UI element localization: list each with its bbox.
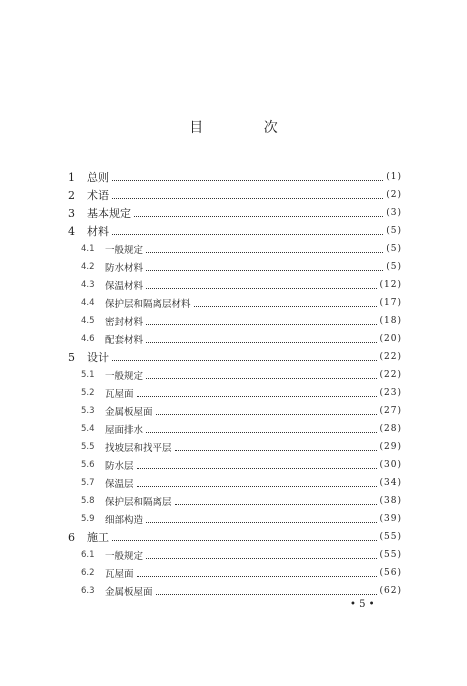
toc-entry-page: (56)	[379, 568, 402, 578]
toc-entry-page: (12)	[379, 280, 402, 290]
toc-entry-label: 一般规定	[105, 551, 144, 562]
dot-leader	[137, 576, 377, 577]
toc-entry-page: (55)	[379, 532, 402, 542]
toc-entry-number: 5.9	[81, 514, 95, 524]
dot-leader	[146, 522, 377, 523]
toc-entry-page: (34)	[379, 478, 402, 488]
toc-entry-page: (2)	[386, 190, 402, 200]
toc-entry-label: 找坡层和找平层	[105, 443, 172, 454]
dot-leader	[146, 288, 377, 289]
toc-section-entry[interactable]	[68, 294, 402, 312]
toc-entry-number: 6	[68, 530, 75, 544]
toc-entry-label: 保温层	[105, 479, 134, 490]
toc-section-entry[interactable]	[68, 384, 402, 402]
toc-entry-label: 保温材料	[105, 281, 144, 292]
toc-entry-number: 4.3	[81, 280, 95, 290]
toc-section-entry[interactable]	[68, 438, 402, 456]
toc-entry-page: (20)	[379, 334, 402, 344]
toc-entry-page: (30)	[379, 460, 402, 470]
dot-leader	[137, 486, 377, 487]
toc-section-entry[interactable]	[68, 582, 402, 600]
dot-leader	[146, 270, 383, 271]
toc-entry-label: 总则	[87, 171, 109, 184]
toc-entry-label: 一般规定	[105, 245, 144, 256]
dot-leader	[112, 234, 383, 235]
toc-entry-number: 4.5	[81, 316, 95, 326]
toc-entry-number: 1	[68, 170, 75, 184]
dot-leader	[137, 396, 377, 397]
toc-entry-label: 基本规定	[87, 207, 131, 220]
toc-section-entry[interactable]	[68, 312, 402, 330]
dot-leader	[146, 324, 377, 325]
toc-entry-number: 6.2	[81, 568, 95, 578]
toc-section-entry[interactable]	[68, 240, 402, 258]
toc-entry-page: (5)	[386, 262, 402, 272]
toc-entry-page: (62)	[379, 586, 402, 596]
toc-section-entry[interactable]	[68, 564, 402, 582]
dot-leader	[146, 558, 377, 559]
toc-entry-label: 密封材料	[105, 317, 144, 328]
toc-entry-label: 屋面排水	[105, 425, 144, 436]
toc-chapter-entry[interactable]	[68, 348, 402, 366]
toc-entry-label: 设计	[87, 351, 109, 364]
toc-entry-number: 5.7	[81, 478, 95, 488]
toc-entry-number: 5.3	[81, 406, 95, 416]
toc-section-entry[interactable]	[68, 276, 402, 294]
toc-title: 目 次	[189, 120, 306, 136]
toc-section-entry[interactable]	[68, 402, 402, 420]
toc-entry-label: 金属板屋面	[105, 587, 153, 598]
toc-entry-number: 3	[68, 206, 75, 220]
toc-section-entry[interactable]	[68, 420, 402, 438]
toc-chapter-entry[interactable]	[68, 168, 402, 186]
toc-entry-page: (27)	[379, 406, 402, 416]
toc-entry-page: (18)	[379, 316, 402, 326]
dot-leader	[156, 414, 377, 415]
toc-section-entry[interactable]	[68, 366, 402, 384]
dot-leader	[146, 342, 377, 343]
toc-entry-number: 5.8	[81, 496, 95, 506]
dot-leader	[146, 378, 377, 379]
dot-leader	[137, 468, 377, 469]
toc-section-entry[interactable]	[68, 474, 402, 492]
toc-section-entry[interactable]	[68, 456, 402, 474]
toc-entry-page: (17)	[379, 298, 402, 308]
toc-entry-number: 2	[68, 188, 75, 202]
toc-entry-label: 术语	[87, 189, 109, 202]
toc-entry-label: 配套材料	[105, 335, 144, 346]
toc-entry-number: 5.4	[81, 424, 95, 434]
toc-entry-label: 细部构造	[105, 515, 144, 526]
toc-entry-page: (22)	[379, 370, 402, 380]
toc-entry-label: 一般规定	[105, 371, 144, 382]
toc-entry-label: 保护层和隔离层	[105, 497, 172, 508]
toc-entry-label: 金属板屋面	[105, 407, 153, 418]
toc-entry-page: (5)	[386, 226, 402, 236]
dot-leader	[146, 432, 377, 433]
toc-section-entry[interactable]	[68, 546, 402, 564]
toc-entry-page: (28)	[379, 424, 402, 434]
toc-chapter-entry[interactable]	[68, 204, 402, 222]
dot-leader	[175, 450, 377, 451]
dot-leader	[112, 540, 377, 541]
toc-entry-number: 4.1	[81, 244, 95, 254]
toc-entry-page: (5)	[386, 244, 402, 254]
toc-entry-number: 4	[68, 224, 75, 238]
toc-entry-label: 保护层和隔离层材料	[105, 299, 191, 310]
toc-entry-number: 5	[68, 350, 75, 364]
page-number: • 5 •	[350, 599, 375, 610]
toc-entry-number: 4.2	[81, 262, 95, 272]
toc-entry-page: (39)	[379, 514, 402, 524]
toc-entry-page: (1)	[386, 172, 402, 182]
toc-entry-page: (55)	[379, 550, 402, 560]
toc-entry-number: 6.3	[81, 586, 95, 596]
toc-section-entry[interactable]	[68, 258, 402, 276]
toc-entry-label: 瓦屋面	[105, 569, 134, 580]
toc-entry-label: 瓦屋面	[105, 389, 134, 400]
dot-leader	[112, 180, 383, 181]
toc-entry-number: 5.2	[81, 388, 95, 398]
dot-leader	[156, 594, 377, 595]
toc-section-entry[interactable]	[68, 330, 402, 348]
toc-entry-number: 4.4	[81, 298, 95, 308]
toc-entry-page: (3)	[386, 208, 402, 218]
toc-entry-label: 防水材料	[105, 263, 144, 274]
toc-entry-page: (22)	[379, 352, 402, 362]
dot-leader	[146, 252, 383, 253]
toc-entry-label: 施工	[87, 531, 109, 544]
table-of-contents	[68, 168, 402, 600]
toc-entry-label: 材料	[87, 225, 109, 238]
toc-entry-page: (23)	[379, 388, 402, 398]
toc-entry-label: 防水层	[105, 461, 134, 472]
toc-chapter-entry[interactable]	[68, 528, 402, 546]
toc-entry-page: (38)	[379, 496, 402, 506]
toc-section-entry[interactable]	[68, 510, 402, 528]
toc-entry-number: 5.5	[81, 442, 95, 452]
toc-entry-number: 6.1	[81, 550, 95, 560]
dot-leader	[112, 198, 383, 199]
toc-entry-number: 5.6	[81, 460, 95, 470]
dot-leader	[134, 216, 383, 217]
toc-chapter-entry[interactable]	[68, 186, 402, 204]
toc-entry-number: 4.6	[81, 334, 95, 344]
dot-leader	[112, 360, 377, 361]
dot-leader	[194, 306, 377, 307]
toc-entry-page: (29)	[379, 442, 402, 452]
toc-entry-number: 5.1	[81, 370, 95, 380]
toc-section-entry[interactable]	[68, 492, 402, 510]
toc-chapter-entry[interactable]	[68, 222, 402, 240]
dot-leader	[175, 504, 377, 505]
